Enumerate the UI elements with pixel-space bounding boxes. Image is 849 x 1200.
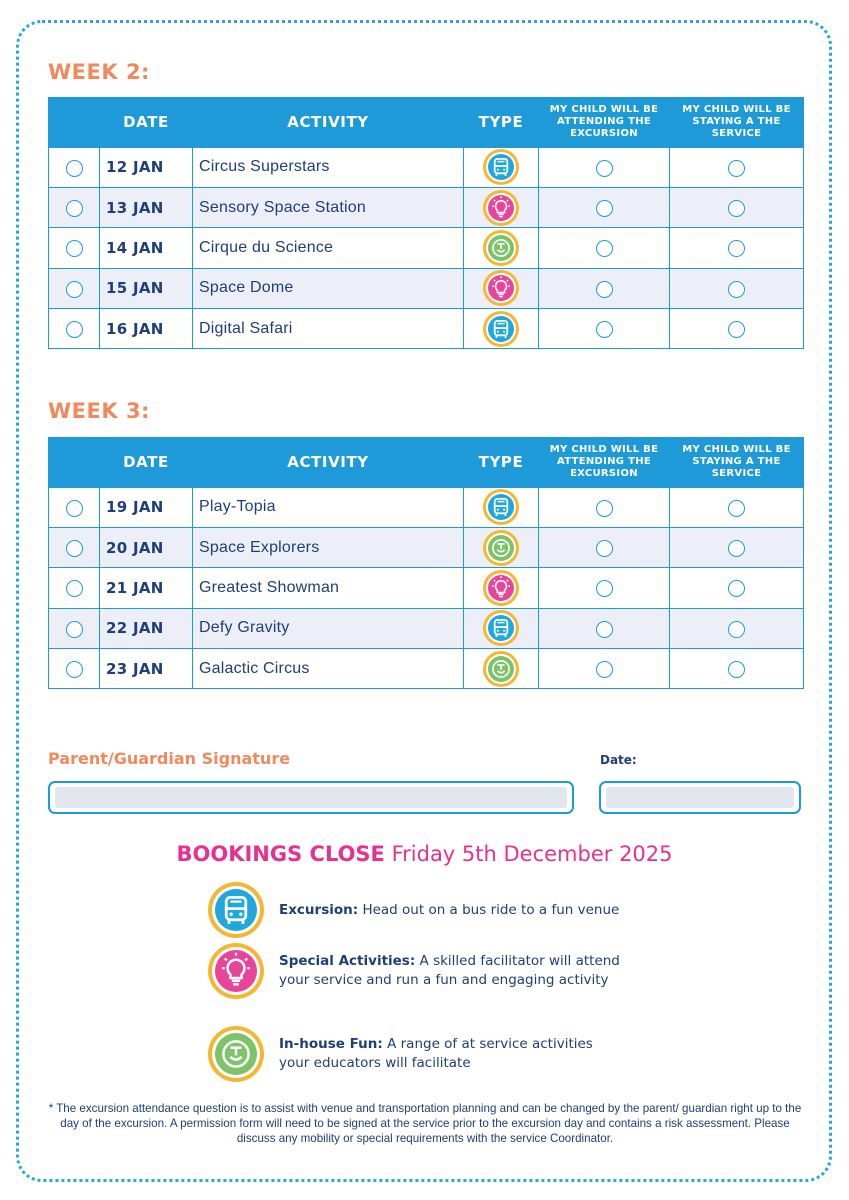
activity-cell: Galactic Circus [193,649,464,689]
select-radio[interactable] [66,281,83,298]
type-cell [464,568,539,608]
bus-icon [483,149,519,185]
week3-title: WEEK 3: [48,399,150,423]
select-cell [49,568,100,608]
type-cell [464,228,539,268]
table-row [49,527,804,567]
select-radio[interactable] [66,500,83,517]
table-row [49,309,804,349]
select-cell [49,187,100,227]
legend-line1: A skilled facilitator will attend [419,953,620,969]
table-row [49,608,804,648]
staying-radio[interactable] [728,240,745,257]
type-cell [464,268,539,308]
select-cell [49,527,100,567]
date-cell: 23 JAN [100,649,193,689]
attending-cell [539,268,670,308]
select-radio[interactable] [66,580,83,597]
select-cell [49,309,100,349]
header-attending: MY CHILD WILL BE ATTENDING THE EXCURSION [539,437,670,487]
smiley-icon [483,651,519,687]
activity-cell: Digital Safari [193,309,464,349]
type-cell [464,608,539,648]
legend-line2: your service and run a fun and engaging activity [279,972,609,988]
lightbulb-icon [483,270,519,306]
select-cell [49,608,100,648]
staying-cell [670,487,804,527]
smiley-icon [208,1026,264,1082]
activity-cell: Greatest Showman [193,568,464,608]
bus-icon [208,882,264,938]
legend-text [279,901,619,920]
attending-cell [539,187,670,227]
legend-line1: A range of at service activities [387,1036,593,1052]
date-cell: 22 JAN [100,608,193,648]
legend-text [279,952,620,990]
select-radio[interactable] [66,621,83,638]
staying-cell [670,228,804,268]
legend-line1: Head out on a bus ride to a fun venue [362,901,620,918]
type-cell [464,649,539,689]
staying-cell [670,608,804,648]
activity-cell: Defy Gravity [193,608,464,648]
lightbulb-icon [483,570,519,606]
table-row [49,268,804,308]
select-cell [49,487,100,527]
header-attending: MY CHILD WILL BE ATTENDING THE EXCURSION [539,97,670,147]
staying-cell [670,527,804,567]
type-cell [464,147,539,187]
attending-radio[interactable] [596,580,613,597]
staying-radio[interactable] [728,580,745,597]
header-activity: ACTIVITY [193,437,464,487]
table-row [49,228,804,268]
header-date: DATE [100,437,193,487]
staying-cell [670,147,804,187]
activity-cell: Space Dome [193,268,464,308]
type-cell [464,487,539,527]
activity-cell: Space Explorers [193,527,464,567]
staying-cell [670,309,804,349]
date-cell: 15 JAN [100,268,193,308]
attending-cell [539,527,670,567]
table-row [49,187,804,227]
staying-radio[interactable] [728,500,745,517]
attending-cell [539,649,670,689]
header-activity: ACTIVITY [193,97,464,147]
attending-radio[interactable] [596,240,613,257]
select-radio[interactable] [66,160,83,177]
lightbulb-icon [483,190,519,226]
staying-cell [670,568,804,608]
table-row [49,568,804,608]
attending-cell [539,608,670,648]
smiley-icon [483,230,519,266]
attending-radio[interactable] [596,200,613,217]
bookings-close-label: BOOKINGS CLOSE [176,842,385,866]
attending-cell [539,147,670,187]
type-cell [464,309,539,349]
header-select [49,97,100,147]
legend-title: Excursion: [279,901,359,918]
attending-cell [539,309,670,349]
attending-cell [539,487,670,527]
select-cell [49,649,100,689]
legend-item [208,1026,593,1082]
legend-item [208,882,619,938]
legend-item [208,943,620,999]
legend-title: In-house Fun: [279,1036,383,1052]
attending-radio[interactable] [596,621,613,638]
signature-field[interactable] [48,781,574,814]
signature-label: Parent/Guardian Signature [48,749,291,768]
bookings-close [0,842,849,866]
staying-radio[interactable] [728,200,745,217]
staying-radio[interactable] [728,661,745,678]
attending-cell [539,568,670,608]
staying-radio[interactable] [728,621,745,638]
lightbulb-icon [208,943,264,999]
footnote: * The excursion attendance question is to assist with venue and transportation planning and can be changed by the parent/ guardian right up to the day of the excursion. A permission form will need to be signed at the service prior to the excursion day and contains a risk assessment. Please discuss any mobility or special requirements with the service Coordinator. [48,1102,802,1145]
table-row [49,649,804,689]
date-cell: 14 JAN [100,228,193,268]
activity-cell: Play-Topia [193,487,464,527]
attending-radio[interactable] [596,160,613,177]
date-cell: 21 JAN [100,568,193,608]
date-field[interactable] [599,781,801,814]
select-radio[interactable] [66,200,83,217]
date-cell: 13 JAN [100,187,193,227]
week2-table [48,97,804,349]
bus-icon [483,610,519,646]
table-row [49,147,804,187]
select-radio[interactable] [66,661,83,678]
activity-cell: Cirque du Science [193,228,464,268]
type-cell [464,527,539,567]
legend-line2: your educators will facilitate [279,1055,471,1071]
staying-cell [670,187,804,227]
select-radio[interactable] [66,540,83,557]
activity-cell: Circus Superstars [193,147,464,187]
select-radio[interactable] [66,240,83,257]
select-cell [49,268,100,308]
legend-title: Special Activities: [279,953,416,969]
attending-radio[interactable] [596,321,613,338]
header-staying: MY CHILD WILL BE STAYING A THE SERVICE [670,437,804,487]
attending-cell [539,228,670,268]
table-row [49,487,804,527]
legend-text [279,1035,593,1073]
staying-radio[interactable] [728,160,745,177]
staying-cell [670,649,804,689]
attending-radio[interactable] [596,281,613,298]
bus-icon [483,489,519,525]
type-cell [464,187,539,227]
date-cell: 16 JAN [100,309,193,349]
week3-table [48,437,804,689]
attending-radio[interactable] [596,540,613,557]
activity-cell: Sensory Space Station [193,187,464,227]
bus-icon [483,311,519,347]
header-type: TYPE [464,97,539,147]
header-staying: MY CHILD WILL BE STAYING A THE SERVICE [670,97,804,147]
header-date: DATE [100,97,193,147]
staying-radio[interactable] [728,321,745,338]
date-cell: 12 JAN [100,147,193,187]
staying-radio[interactable] [728,540,745,557]
attending-radio[interactable] [596,661,613,678]
header-select [49,437,100,487]
staying-radio[interactable] [728,281,745,298]
week2-title: WEEK 2: [48,60,150,84]
select-cell [49,228,100,268]
bookings-close-date: Friday 5th December 2025 [391,842,673,866]
date-label: Date: [600,753,637,767]
date-cell: 19 JAN [100,487,193,527]
date-cell: 20 JAN [100,527,193,567]
select-cell [49,147,100,187]
header-type: TYPE [464,437,539,487]
smiley-icon [483,530,519,566]
attending-radio[interactable] [596,500,613,517]
select-radio[interactable] [66,321,83,338]
staying-cell [670,268,804,308]
